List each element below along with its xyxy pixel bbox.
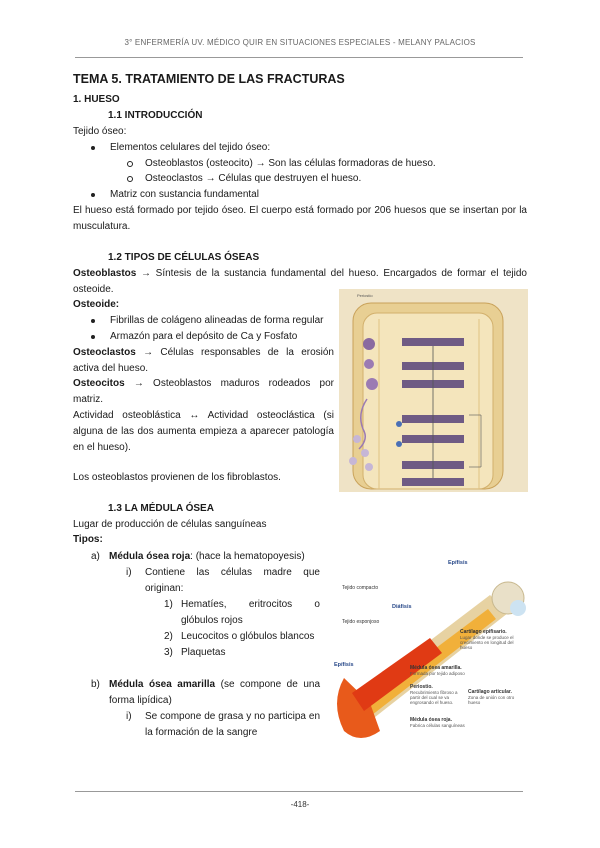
list-item: Hematíes, eritrocitos o glóbulos rojos bbox=[181, 599, 320, 626]
list-item: Se compone de grasa y no participa en la formación de la sangre bbox=[145, 711, 320, 738]
label-diafisis: Diáfisis bbox=[392, 604, 412, 610]
list-item: Leucocitos o glóbulos blancos bbox=[181, 631, 315, 642]
circle-bullet-icon bbox=[127, 161, 133, 167]
long-bone-figure bbox=[330, 553, 528, 743]
label-tejido-esponjoso: Tejido esponjoso bbox=[342, 619, 380, 625]
label-cartilago-articular-desc: Zona de unión con otro hueso bbox=[468, 695, 515, 705]
bullet-icon bbox=[91, 146, 95, 150]
paragraph-actividad: Actividad osteoblástica ↔ Actividad osteoclástica (si alguna de las dos aumenta empieza a aparecer patología en el hueso). bbox=[73, 410, 334, 453]
list-item-marker: 1) bbox=[164, 599, 173, 610]
list-item-marker: 3) bbox=[164, 647, 173, 658]
bullet-icon bbox=[91, 193, 95, 197]
list-item-marker: 2) bbox=[164, 631, 173, 642]
label-medula-amarilla-desc: Formada por tejido adiposo bbox=[410, 671, 465, 676]
list-item: Elementos celulares del tejido óseo: bbox=[91, 141, 270, 154]
label-cartilago-epifisario: Cartílago epifisario. bbox=[460, 629, 507, 635]
osteoide-label: Osteoide: bbox=[73, 299, 120, 310]
label-cartilago-articular: Cartílago articular. bbox=[468, 689, 512, 695]
label-cartilago-desc: Lugar donde se produce el crecimiento en longitud del hueso bbox=[460, 635, 514, 650]
paragraph-fibroblastos: Los osteoblastos provienen de los fibroblastos. bbox=[73, 472, 281, 483]
label-periostio-desc: Recubrimiento fibroso a partir del cual se va engrosando el hueso. bbox=[410, 690, 458, 705]
subheading-medula-osea: 1.3 LA MÉDULA ÓSEA bbox=[108, 503, 214, 514]
medula-intro: Lugar de producción de células sanguíneas bbox=[73, 519, 267, 530]
label-tejido-compacto: Tejido compacto bbox=[342, 585, 379, 591]
list-item-marker: i) bbox=[126, 711, 132, 722]
list-item: Osteoclastos → Células que destruyen el hueso. bbox=[127, 172, 361, 185]
subheading-tipos-celulas: 1.2 TIPOS DE CÉLULAS ÓSEAS bbox=[108, 252, 260, 263]
page-number: -418- bbox=[290, 800, 310, 809]
list-item: Osteoblastos (osteocito) → Son las células formadoras de hueso. bbox=[127, 157, 436, 170]
bullet-icon bbox=[91, 335, 95, 339]
bone-cells-figure bbox=[339, 289, 528, 492]
circle-bullet-icon bbox=[127, 176, 133, 182]
header-rule bbox=[75, 57, 523, 58]
figure-caption: Periostio bbox=[357, 293, 373, 298]
running-header: 3° ENFERMERÍA UV. MÉDICO QUIR EN SITUACIONES ESPECIALES - MELANY PALACIOS bbox=[124, 38, 476, 47]
list-item: Plaquetas bbox=[181, 647, 226, 658]
label-epifisis-left: Epífisis bbox=[334, 662, 354, 668]
paragraph-osteoblastos: Osteoblastos → Síntesis de la sustancia fundamental del hueso. Encargados de formar el tejido osteoide. bbox=[73, 268, 527, 295]
tejido-label: Tejido óseo: bbox=[73, 126, 127, 137]
footer-rule bbox=[75, 791, 523, 792]
bullet-icon bbox=[91, 319, 95, 323]
page-title: TEMA 5. TRATAMIENTO DE LAS FRACTURAS bbox=[73, 72, 345, 86]
label-medula-roja-desc: Fabrica células sanguíneas bbox=[410, 723, 465, 728]
subheading-introduccion: 1.1 INTRODUCCIÓN bbox=[108, 110, 203, 121]
list-item: a) Médula ósea roja: (hace la hematopoyesis) bbox=[91, 551, 305, 562]
list-item: Fibrillas de colágeno alineadas de forma regular bbox=[91, 314, 323, 327]
list-item: Contiene las células madre que originan: bbox=[145, 567, 320, 594]
label-periostio: Periostio. bbox=[410, 684, 433, 690]
list-item: Matriz con sustancia fundamental bbox=[91, 188, 259, 201]
paragraph-osteoclastos: Osteoclastos → Células responsables de la erosión activa del hueso. bbox=[73, 347, 334, 374]
label-medula-amarilla: Médula ósea amarilla. bbox=[410, 665, 462, 671]
paragraph-osteocitos: Osteocitos → Osteoblastos maduros rodeados por matriz. bbox=[73, 378, 334, 405]
tipos-label: Tipos: bbox=[73, 534, 103, 545]
list-item-marker: b) bbox=[91, 679, 100, 690]
label-medula-roja: Médula ósea roja. bbox=[410, 717, 452, 723]
section-heading-hueso: 1. HUESO bbox=[73, 94, 120, 105]
list-item-marker: i) bbox=[126, 567, 132, 578]
list-item: Armazón para el depósito de Ca y Fosfato bbox=[91, 330, 297, 343]
list-item: Médula ósea amarilla (se compone de una forma lipídica) bbox=[109, 679, 321, 706]
label-epifisis-top: Epífisis bbox=[448, 560, 468, 566]
paragraph-hueso: El hueso está formado por tejido óseo. El cuerpo está formado por 206 huesos que se insertan por la musculatura. bbox=[73, 205, 527, 232]
